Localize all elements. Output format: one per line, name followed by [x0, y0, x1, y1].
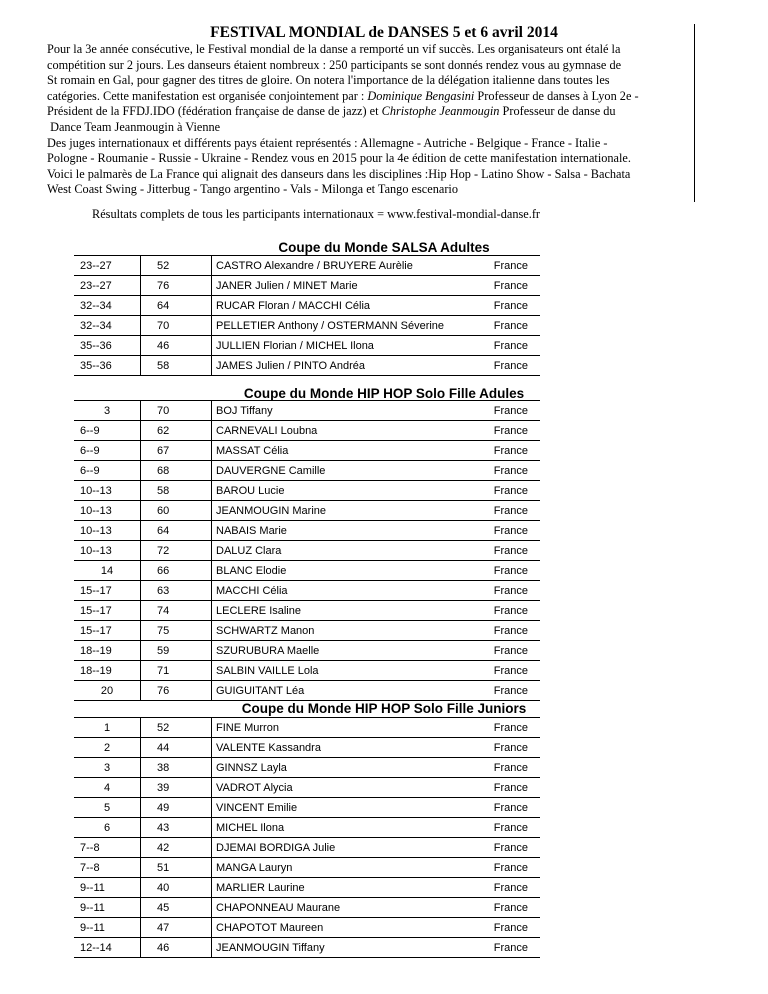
- dancer-name-cell: JEANMOUGIN Tiffany: [212, 938, 477, 958]
- dancer-name-cell: JEANMOUGIN Marine: [212, 501, 477, 521]
- rank-cell: 18--19: [74, 661, 141, 681]
- dancer-name-cell: DALUZ Clara: [212, 541, 477, 561]
- rank-cell: 7--8: [74, 838, 141, 858]
- table-row: [74, 838, 540, 858]
- page-title: FESTIVAL MONDIAL de DANSES 5 et 6 avril 2014: [210, 24, 558, 41]
- dancer-name-cell: PELLETIER Anthony / OSTERMANN Séverine: [212, 316, 477, 336]
- number-cell: 44: [141, 738, 212, 758]
- country-text: France: [493, 464, 528, 477]
- table-row: [74, 501, 540, 521]
- country-cell: [476, 758, 540, 778]
- country-cell: [476, 641, 540, 661]
- rank-cell: 9--11: [74, 918, 141, 938]
- country-cell: [476, 401, 540, 421]
- rank-cell: 12--14: [74, 938, 141, 958]
- table-row: [74, 898, 540, 918]
- country-text: France: [493, 584, 528, 597]
- table-row: [74, 641, 540, 661]
- organizer-name: Christophe Jeanmougin: [381, 104, 500, 119]
- country-cell: [476, 481, 540, 501]
- table-row: [74, 441, 540, 461]
- country-text: France: [493, 524, 528, 537]
- results-table-hiphop-juniors: [74, 717, 540, 958]
- country-text: France: [493, 359, 528, 372]
- country-text: France: [493, 684, 528, 697]
- number-cell: 75: [141, 621, 212, 641]
- rank-cell: 6--9: [74, 441, 141, 461]
- results-table-hiphop-adults: [74, 400, 540, 701]
- number-cell: 52: [141, 256, 212, 276]
- rank-cell: 9--11: [74, 898, 141, 918]
- dancer-name-cell: JULLIEN Florian / MICHEL Ilona: [212, 336, 477, 356]
- table-row: [74, 541, 540, 561]
- dancer-name-cell: BAROU Lucie: [212, 481, 477, 501]
- dancer-name-cell: JAMES Julien / PINTO Andréa: [212, 356, 477, 376]
- table-row: [74, 601, 540, 621]
- number-cell: 58: [141, 481, 212, 501]
- country-cell: [476, 541, 540, 561]
- country-text: France: [493, 664, 528, 677]
- country-cell: [476, 778, 540, 798]
- number-cell: 74: [141, 601, 212, 621]
- rank-cell: 4: [74, 778, 141, 798]
- dancer-name-cell: FINE Murron: [212, 718, 477, 738]
- country-text: France: [493, 801, 528, 814]
- number-cell: 43: [141, 818, 212, 838]
- intro-text: West Coast Swing - Jitterbug - Tango argentino - Vals - Milonga et Tango escenario: [47, 182, 458, 197]
- rank-cell: 18--19: [74, 641, 141, 661]
- rank-cell: 20: [74, 681, 141, 701]
- country-cell: [476, 838, 540, 858]
- table-row: [74, 918, 540, 938]
- results-website-note: Résultats complets de tous les participants internationaux = www.festival-mondial-danse.fr: [92, 207, 541, 221]
- dancer-name-cell: CHAPOTOT Maureen: [212, 918, 477, 938]
- country-cell: [476, 738, 540, 758]
- country-text: France: [493, 504, 528, 517]
- rank-cell: 1: [74, 718, 141, 738]
- number-cell: 67: [141, 441, 212, 461]
- country-text: France: [493, 721, 528, 734]
- table-row: [74, 356, 540, 376]
- intro-text: catégories. Cette manifestation est organisée conjointement par :: [47, 88, 368, 103]
- dancer-name-cell: GINNSZ Layla: [212, 758, 477, 778]
- intro-line: [47, 89, 687, 105]
- table-row: [74, 421, 540, 441]
- intro-text: Pour la 3e année consécutive, le Festival mondial de la danse a remporté un vif succès. Les organisateurs ont étalé la: [47, 42, 621, 56]
- number-cell: 64: [141, 296, 212, 316]
- country-text: France: [493, 761, 528, 774]
- country-cell: [476, 501, 540, 521]
- table-row: [74, 778, 540, 798]
- number-cell: 70: [141, 401, 212, 421]
- country-text: France: [493, 921, 528, 934]
- table-row: [74, 798, 540, 818]
- rank-cell: 23--27: [74, 276, 141, 296]
- intro-paragraph: [47, 42, 687, 198]
- dancer-name-cell: BOJ Tiffany: [212, 401, 477, 421]
- table-row: [74, 681, 540, 701]
- intro-text: Voici le palmarès de La France qui alignait des danseurs dans les disciplines :Hip Hop - Latino Show - Salsa - Bachata: [47, 166, 631, 181]
- table-row: [74, 461, 540, 481]
- section-title-salsa: Coupe du Monde SALSA Adultes: [278, 240, 490, 255]
- number-cell: 70: [141, 316, 212, 336]
- number-cell: 68: [141, 461, 212, 481]
- dancer-name-cell: CARNEVALI Loubna: [212, 421, 477, 441]
- number-cell: 38: [141, 758, 212, 778]
- number-cell: 58: [141, 356, 212, 376]
- intro-line: [47, 42, 687, 58]
- rank-cell: 6--9: [74, 421, 141, 441]
- dancer-name-cell: SCHWARTZ Manon: [212, 621, 477, 641]
- table-row: [74, 296, 540, 316]
- number-cell: 72: [141, 541, 212, 561]
- country-text: France: [493, 299, 528, 312]
- number-cell: 45: [141, 898, 212, 918]
- table-row: [74, 581, 540, 601]
- number-cell: 39: [141, 778, 212, 798]
- dancer-name-cell: MICHEL Ilona: [212, 818, 477, 838]
- intro-text: Professeur de danse du: [499, 104, 616, 119]
- country-cell: [476, 441, 540, 461]
- number-cell: 42: [141, 838, 212, 858]
- rank-cell: 10--13: [74, 481, 141, 501]
- number-cell: 63: [141, 581, 212, 601]
- rank-cell: 3: [74, 758, 141, 778]
- table-row: [74, 878, 540, 898]
- rank-cell: 10--13: [74, 541, 141, 561]
- country-cell: [476, 256, 540, 276]
- country-text: France: [493, 841, 528, 854]
- country-text: France: [493, 624, 528, 637]
- country-text: France: [493, 319, 528, 332]
- dancer-name-cell: CASTRO Alexandre / BRUYERE Aurèlie: [212, 256, 477, 276]
- intro-text: Président de la FFDJ.IDO (fédération française de danse de jazz) et: [47, 104, 382, 119]
- country-cell: [476, 521, 540, 541]
- table-row: [74, 276, 540, 296]
- country-cell: [476, 601, 540, 621]
- rank-cell: 23--27: [74, 256, 141, 276]
- number-cell: 64: [141, 521, 212, 541]
- intro-text: St romain en Gal, pour gagner des titres de gloire. On notera l'importance de la délégation italienne dans toutes les: [47, 73, 610, 88]
- country-text: France: [493, 279, 528, 292]
- number-cell: 62: [141, 421, 212, 441]
- dancer-name-cell: CHAPONNEAU Maurane: [212, 898, 477, 918]
- table-row: [74, 401, 540, 421]
- country-text: France: [493, 544, 528, 557]
- country-cell: [476, 918, 540, 938]
- country-text: France: [493, 861, 528, 874]
- dancer-name-cell: SALBIN VAILLE Lola: [212, 661, 477, 681]
- rank-cell: 15--17: [74, 621, 141, 641]
- dancer-name-cell: VALENTE Kassandra: [212, 738, 477, 758]
- rank-cell: 14: [74, 561, 141, 581]
- rank-cell: 7--8: [74, 858, 141, 878]
- intro-line: [47, 58, 687, 74]
- country-text: France: [493, 821, 528, 834]
- country-cell: [476, 356, 540, 376]
- intro-text: Des juges internationaux et différents pays étaient représentés : Allemagne - Autriche - Belgique - France - Italie -: [47, 135, 608, 150]
- dancer-name-cell: VADROT Alycia: [212, 778, 477, 798]
- number-cell: 47: [141, 918, 212, 938]
- country-cell: [476, 878, 540, 898]
- country-text: France: [493, 941, 528, 954]
- dancer-name-cell: LECLERE Isaline: [212, 601, 477, 621]
- intro-text: Pologne - Roumanie - Russie - Ukraine - Rendez vous en 2015 pour la 4e édition de cette manifestation internationale.: [47, 151, 631, 166]
- country-text: France: [493, 741, 528, 754]
- intro-text: Dance Team Jeanmougin à Vienne: [47, 119, 221, 134]
- organizer-name: Dominique Bengasini: [367, 88, 475, 103]
- dancer-name-cell: NABAIS Marie: [212, 521, 477, 541]
- country-text: France: [493, 644, 528, 657]
- country-cell: [476, 798, 540, 818]
- table-row: [74, 718, 540, 738]
- dancer-name-cell: VINCENT Emilie: [212, 798, 477, 818]
- number-cell: 49: [141, 798, 212, 818]
- country-cell: [476, 421, 540, 441]
- country-text: France: [493, 604, 528, 617]
- dancer-name-cell: MARLIER Laurine: [212, 878, 477, 898]
- country-cell: [476, 296, 540, 316]
- number-cell: 60: [141, 501, 212, 521]
- country-cell: [476, 661, 540, 681]
- dancer-name-cell: SZURUBURA Maelle: [212, 641, 477, 661]
- country-cell: [476, 621, 540, 641]
- country-cell: [476, 461, 540, 481]
- country-text: France: [493, 259, 528, 272]
- dancer-name-cell: DAUVERGNE Camille: [212, 461, 477, 481]
- country-text: France: [493, 881, 528, 894]
- margin-vertical-rule: [694, 24, 695, 202]
- section-title-hiphop-adults: Coupe du Monde HIP HOP Solo Fille Adules: [243, 386, 525, 401]
- country-text: France: [493, 564, 528, 577]
- rank-cell: 15--17: [74, 601, 141, 621]
- rank-cell: 15--17: [74, 581, 141, 601]
- rank-cell: 6--9: [74, 461, 141, 481]
- dancer-name-cell: MACCHI Célia: [212, 581, 477, 601]
- country-cell: [476, 581, 540, 601]
- country-cell: [476, 898, 540, 918]
- table-row: [74, 758, 540, 778]
- intro-line: [47, 73, 687, 89]
- country-cell: [476, 316, 540, 336]
- country-text: France: [493, 424, 528, 437]
- dancer-name-cell: MASSAT Célia: [212, 441, 477, 461]
- intro-line: [47, 167, 687, 183]
- rank-cell: 35--36: [74, 356, 141, 376]
- intro-line: [47, 182, 687, 198]
- table-row: [74, 481, 540, 501]
- number-cell: 52: [141, 718, 212, 738]
- rank-cell: 9--11: [74, 878, 141, 898]
- intro-line: [47, 136, 687, 152]
- table-row: [74, 316, 540, 336]
- number-cell: 59: [141, 641, 212, 661]
- intro-line: [47, 151, 687, 167]
- dancer-name-cell: JANER Julien / MINET Marie: [212, 276, 477, 296]
- table-row: [74, 661, 540, 681]
- dancer-name-cell: DJEMAI BORDIGA Julie: [212, 838, 477, 858]
- table-row: [74, 256, 540, 276]
- rank-cell: 6: [74, 818, 141, 838]
- rank-cell: 2: [74, 738, 141, 758]
- intro-line: [47, 104, 687, 120]
- dancer-name-cell: MANGA Lauryn: [212, 858, 477, 878]
- rank-cell: 5: [74, 798, 141, 818]
- country-cell: [476, 818, 540, 838]
- number-cell: 51: [141, 858, 212, 878]
- table-row: [74, 738, 540, 758]
- country-text: France: [493, 444, 528, 457]
- country-cell: [476, 681, 540, 701]
- rank-cell: 35--36: [74, 336, 141, 356]
- section-title-hiphop-juniors: Coupe du Monde HIP HOP Solo Fille Juniors: [241, 701, 527, 716]
- number-cell: 76: [141, 276, 212, 296]
- country-text: France: [493, 781, 528, 794]
- table-row: [74, 938, 540, 958]
- intro-line: [47, 120, 687, 136]
- country-text: France: [493, 901, 528, 914]
- country-cell: [476, 718, 540, 738]
- number-cell: 76: [141, 681, 212, 701]
- country-text: France: [493, 339, 528, 352]
- rank-cell: 32--34: [74, 316, 141, 336]
- table-row: [74, 621, 540, 641]
- country-cell: [476, 561, 540, 581]
- results-table-salsa: [74, 255, 540, 376]
- number-cell: 40: [141, 878, 212, 898]
- country-cell: [476, 336, 540, 356]
- country-text: France: [493, 404, 528, 417]
- table-row: [74, 561, 540, 581]
- number-cell: 66: [141, 561, 212, 581]
- table-row: [74, 521, 540, 541]
- country-cell: [476, 858, 540, 878]
- country-cell: [476, 276, 540, 296]
- rank-cell: 10--13: [74, 521, 141, 541]
- rank-cell: 3: [74, 401, 141, 421]
- table-row: [74, 858, 540, 878]
- dancer-name-cell: GUIGUITANT Léa: [212, 681, 477, 701]
- number-cell: 46: [141, 336, 212, 356]
- dancer-name-cell: RUCAR Floran / MACCHI Célia: [212, 296, 477, 316]
- country-text: France: [493, 484, 528, 497]
- number-cell: 46: [141, 938, 212, 958]
- intro-text: Professeur de danses à Lyon 2e -: [474, 88, 639, 103]
- number-cell: 71: [141, 661, 212, 681]
- country-cell: [476, 938, 540, 958]
- rank-cell: 32--34: [74, 296, 141, 316]
- rank-cell: 10--13: [74, 501, 141, 521]
- table-row: [74, 818, 540, 838]
- table-row: [74, 336, 540, 356]
- dancer-name-cell: BLANC Elodie: [212, 561, 477, 581]
- intro-text: compétition sur 2 jours. Les danseurs étaient nombreux : 250 participants se sont donnés rendez vous au gymnase de: [47, 57, 622, 72]
